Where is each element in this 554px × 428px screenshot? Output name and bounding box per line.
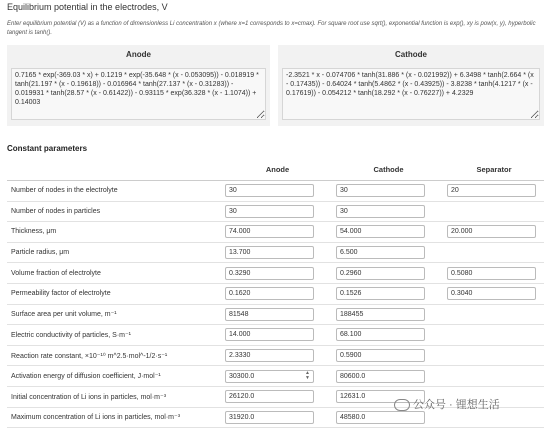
separator-value-input[interactable] xyxy=(447,184,536,197)
separator-value-input[interactable] xyxy=(447,225,536,238)
table-row xyxy=(7,201,544,222)
constant-parameters-title: Constant parameters xyxy=(7,144,88,153)
parameter-label: Particle radius, μm xyxy=(7,242,222,263)
parameter-label: Electric conductivity of particles, S·m⁻¹ xyxy=(7,325,222,346)
anode-value-input[interactable] xyxy=(225,328,314,341)
parameter-label: Activation energy of diffusion coefficient, J·mol⁻¹ xyxy=(7,366,222,387)
parameter-label: Reaction rate constant, ×10⁻¹⁰ m^2.5·mol^-1/2·s⁻¹ xyxy=(7,345,222,366)
anode-equation-panel xyxy=(7,64,270,126)
cathode-value-input[interactable] xyxy=(336,267,425,280)
anode-value-input[interactable] xyxy=(225,370,314,383)
cathode-value-input[interactable] xyxy=(336,349,425,362)
parameter-label: Surface area per unit volume, m⁻¹ xyxy=(7,304,222,325)
anode-equation-input[interactable] xyxy=(11,68,266,120)
anode-value-input[interactable] xyxy=(225,267,314,280)
cathode-value-input[interactable] xyxy=(336,308,425,321)
anode-value-input[interactable] xyxy=(225,246,314,259)
cathode-equation-header: Cathode xyxy=(278,45,544,65)
cathode-value-input[interactable] xyxy=(336,184,425,197)
anode-value-input[interactable] xyxy=(225,287,314,300)
table-row xyxy=(7,242,544,263)
instruction-note: Enter equilibrium potential (V) as a function of dimensionless Li concentration x (where x=1 corresponds to x=cmax). For square root use sqrt(), exponential function is exp(), xy is pow(x, y), hyperbolic tangent is tanh(). xyxy=(7,21,536,36)
parameter-label: Permeability factor of electrolyte xyxy=(7,283,222,304)
cathode-equation-input[interactable] xyxy=(282,68,540,120)
anode-equation-header: Anode xyxy=(7,45,270,65)
wechat-icon xyxy=(394,399,410,411)
cathode-value-input[interactable] xyxy=(336,370,425,383)
cathode-value-input[interactable] xyxy=(336,225,425,238)
separator-value-input[interactable] xyxy=(447,287,536,300)
anode-value-input[interactable] xyxy=(225,349,314,362)
cathode-value-input[interactable] xyxy=(336,205,425,218)
table-row xyxy=(7,325,544,346)
spinner-arrows-icon[interactable]: ▲ ▼ xyxy=(305,369,310,381)
cathode-equation-panel xyxy=(278,64,544,126)
parameter-label: Initial concentration of Li ions in particles, mol·m⁻³ xyxy=(7,386,222,407)
cathode-value-input[interactable] xyxy=(336,287,425,300)
table-row xyxy=(7,263,544,284)
anode-value-input[interactable] xyxy=(225,184,314,197)
table-row xyxy=(7,345,544,366)
anode-value-input[interactable] xyxy=(225,390,314,403)
table-row xyxy=(7,366,544,387)
table-row xyxy=(7,181,544,202)
parameter-label: Maximum concentration of Li ions in particles, mol·m⁻³ xyxy=(7,407,222,428)
parameter-label: Number of nodes in the electrolyte xyxy=(7,181,222,202)
column-header-separator: Separator xyxy=(444,158,544,181)
cathode-value-input[interactable] xyxy=(336,411,425,424)
column-header-cathode: Cathode xyxy=(333,158,444,181)
column-header-anode: Anode xyxy=(222,158,333,181)
parameter-label: Number of nodes in particles xyxy=(7,201,222,222)
anode-value-input[interactable] xyxy=(225,225,314,238)
parameter-label: Thickness, μm xyxy=(7,222,222,243)
anode-value-input[interactable] xyxy=(225,308,314,321)
table-row xyxy=(7,283,544,304)
table-row xyxy=(7,304,544,325)
parameter-label: Volume fraction of electrolyte xyxy=(7,263,222,284)
separator-value-input[interactable] xyxy=(447,267,536,280)
cathode-value-input[interactable] xyxy=(336,246,425,259)
anode-value-input[interactable] xyxy=(225,205,314,218)
table-row xyxy=(7,222,544,243)
constant-parameters-table xyxy=(7,158,544,428)
section-title-equilibrium: Equilibrium potential in the electrodes, V xyxy=(7,2,168,12)
cathode-value-input[interactable] xyxy=(336,328,425,341)
table-header-row xyxy=(7,158,544,181)
watermark: 公众号 · 锂想生活 xyxy=(394,396,500,412)
anode-value-input[interactable] xyxy=(225,411,314,424)
